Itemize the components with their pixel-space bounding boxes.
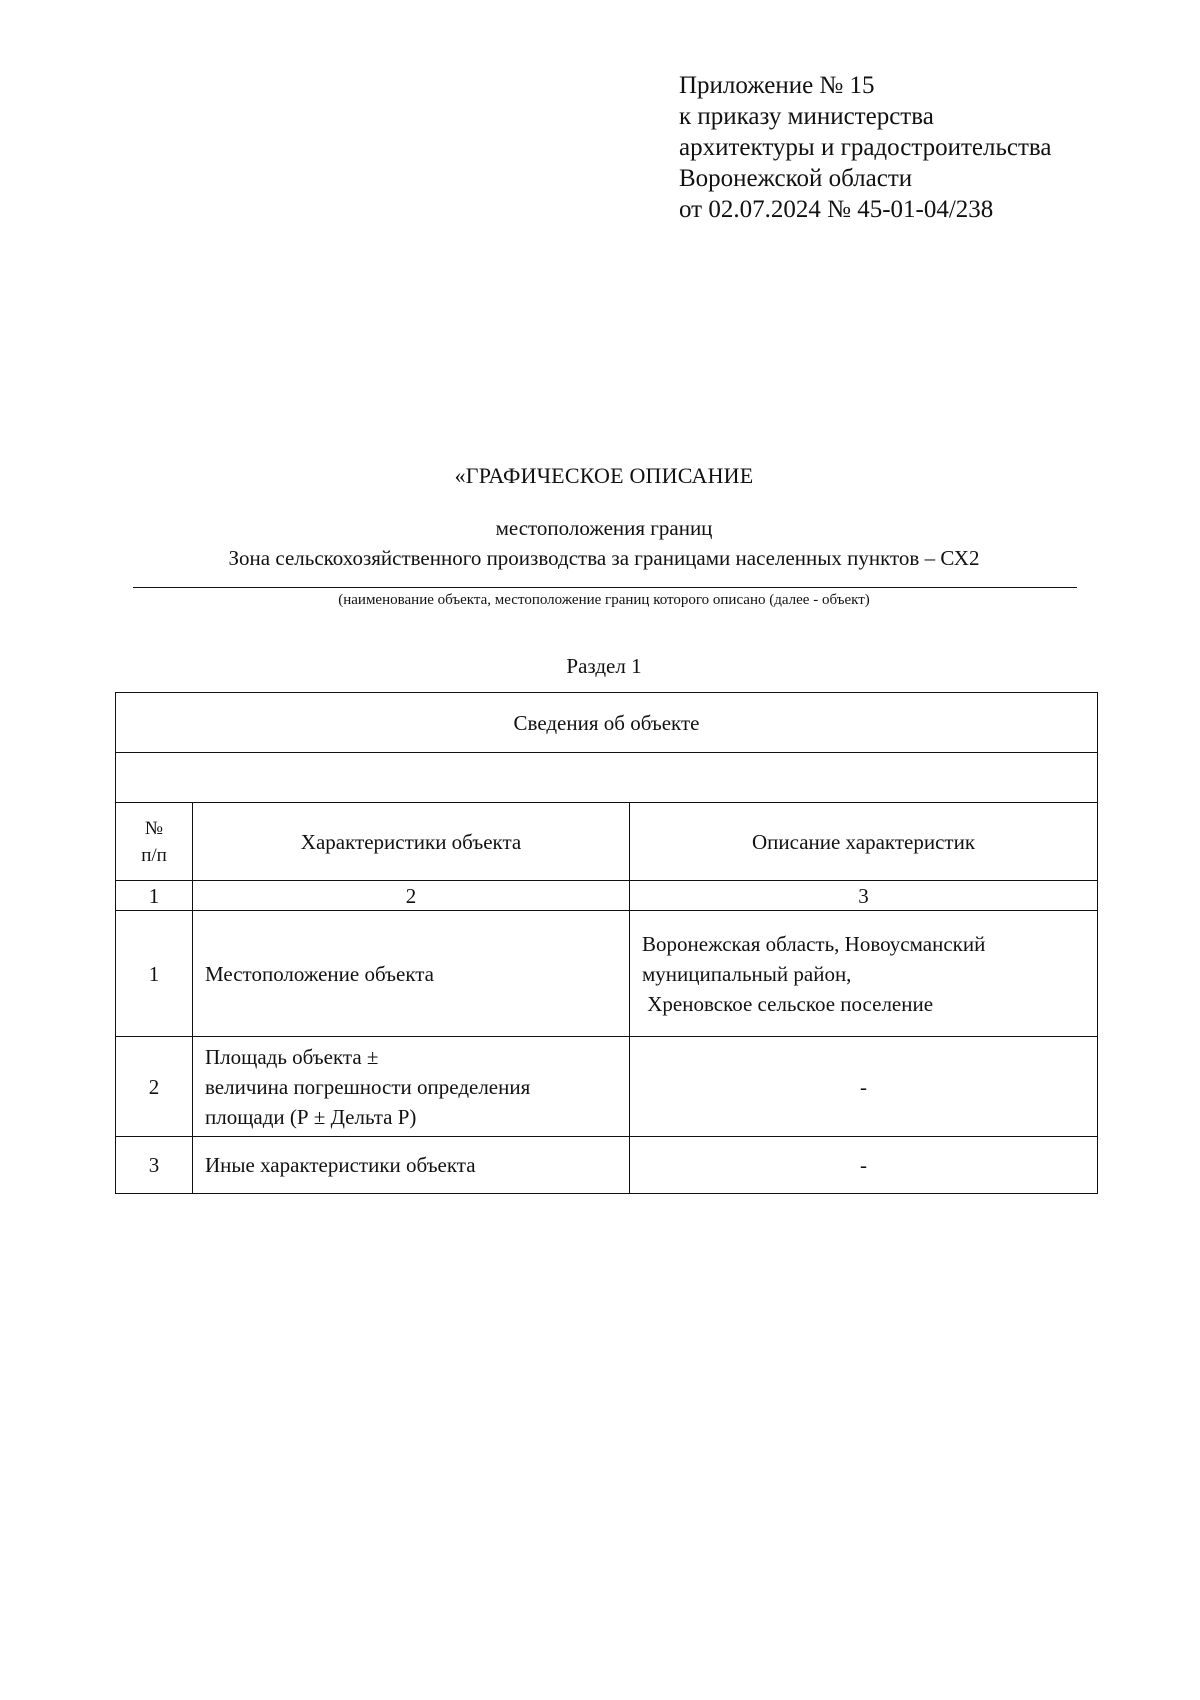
- appendix-line: от 02.07.2024 № 45-01-04/238: [679, 196, 994, 223]
- table-row: [116, 1037, 1098, 1137]
- row-characteristic: [193, 1037, 630, 1137]
- appendix-line: к приказу министерства: [679, 103, 934, 130]
- row-characteristic-line: Площадь объекта ±: [205, 1044, 379, 1069]
- row-characteristic-line: площади (Р ± Дельта Р): [205, 1104, 417, 1129]
- header-number-line: №: [144, 817, 164, 839]
- row-description: [630, 1137, 1098, 1194]
- table-blank-cell: [116, 753, 1098, 803]
- row-characteristic-line: величина погрешности определения: [205, 1074, 531, 1099]
- table-title-row: [116, 693, 1098, 753]
- column-number: 3: [630, 881, 1098, 911]
- table-title: Сведения об объекте: [116, 693, 1098, 753]
- column-number: 1: [116, 881, 193, 911]
- column-number-row: [116, 881, 1098, 911]
- header-description: Описание характеристик: [630, 803, 1098, 881]
- appendix-line: Приложение № 15: [679, 72, 875, 99]
- row-description: [630, 911, 1098, 1037]
- header-number-line: п/п: [141, 844, 167, 866]
- row-description-line: муниципальный район,: [642, 961, 852, 986]
- table-row: [116, 1137, 1098, 1194]
- document-subtitle: местоположения границ: [495, 516, 713, 540]
- row-number: 1: [116, 911, 193, 1037]
- appendix-line: Воронежской области: [679, 165, 913, 192]
- table-header-row: [116, 803, 1098, 881]
- row-description-line: Воронежская область, Новоусманский: [642, 931, 986, 956]
- table-blank-row: [116, 753, 1098, 803]
- object-info-table: [115, 692, 1098, 1194]
- document-title: «ГРАФИЧЕСКОЕ ОПИСАНИЕ: [454, 463, 754, 488]
- object-name: Зона сельскохозяйственного производства за границами населенных пунктов – СХ2: [228, 546, 980, 570]
- object-caption: (наименование объекта, местоположение границ которого описано (далее - объект): [338, 592, 870, 608]
- row-characteristic: [193, 1137, 630, 1194]
- row-description: [630, 1037, 1098, 1137]
- appendix-header: [679, 70, 1051, 225]
- header-characteristic: Характеристики объекта: [193, 803, 630, 881]
- column-number: 2: [193, 881, 630, 911]
- row-number: 2: [116, 1037, 193, 1137]
- row-characteristic-line: Местоположение объекта: [205, 961, 435, 986]
- object-name-underline: [133, 587, 1077, 588]
- row-characteristic: [193, 911, 630, 1037]
- header-number: [116, 803, 193, 881]
- row-description-line: Хреновское сельское поселение: [642, 991, 934, 1016]
- row-characteristic-line: Иные характеристики объекта: [205, 1153, 476, 1177]
- row-description-line: -: [860, 1074, 867, 1099]
- section-label: Раздел 1: [566, 654, 642, 678]
- table-row: [116, 911, 1098, 1037]
- appendix-line: архитектуры и градостроительства: [679, 134, 1052, 161]
- row-description-line: -: [860, 1153, 867, 1177]
- row-number: 3: [116, 1137, 193, 1194]
